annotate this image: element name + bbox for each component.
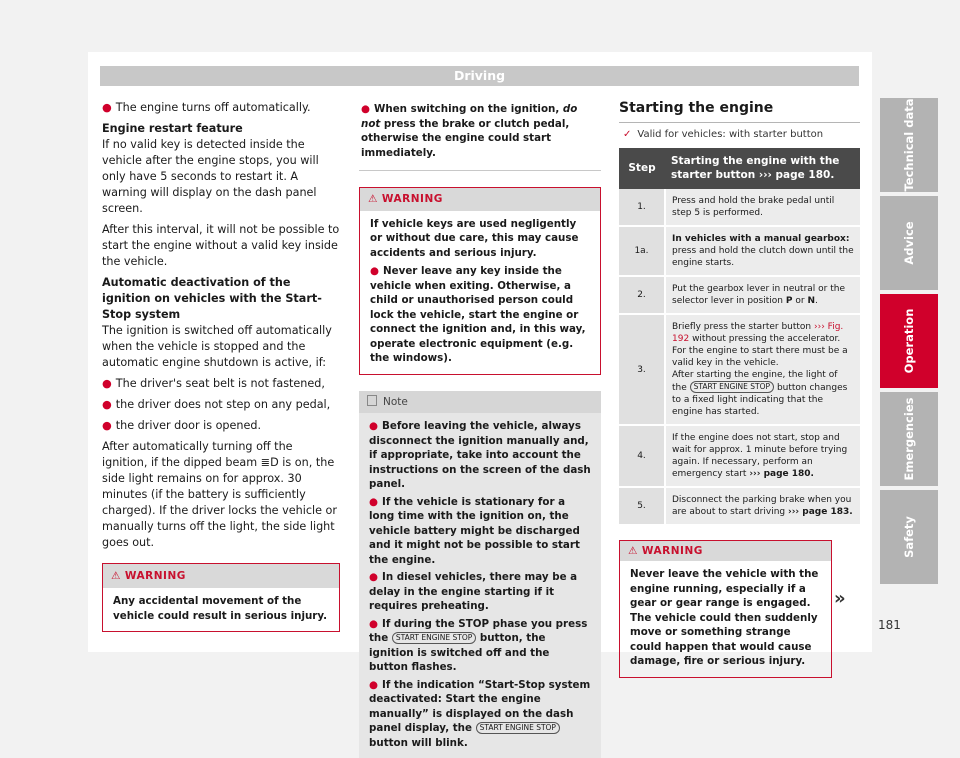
steps-table [619,148,860,526]
paragraph-final: After automatically turning off the ignition, if the dipped beam ≣D is on, the side light remains on for approx. 30 minutes (if the battery is sufficiently charged). If the driver locks the vehicle or manually turns off the light, the side light goes out. [102,439,340,551]
note-icon [367,395,377,406]
warning-text: Never leave the vehicle with the engine running, especially if a gear or gear range is engaged. The vehicle could then suddenly move or something strange could happen that would cause damage, fire or serious injury. [620,561,831,677]
section-title: Starting the engine [619,100,860,123]
table-row: 2. Put the gearbox lever in neutral or the selector lever in position P or N. [619,276,860,314]
bullet-icon: ● [370,265,379,277]
table-header-row [619,148,860,189]
start-engine-stop-label: START ENGINE STOP [392,632,476,644]
page-header: Driving [100,66,859,86]
warning-box [359,187,601,375]
heading-auto-deactivation: Automatic deactivation of the ignition on vehicles with the Start-Stop system [102,275,340,323]
checkmark-icon: ✓ [623,129,631,140]
column-left [102,100,340,632]
tab-operation[interactable]: Operation [880,294,938,388]
table-row: 5. Disconnect the parking brake when you are about to start driving ››› page 183. [619,487,860,525]
warning-header: ⚠ WARNING [360,188,600,211]
table-row: 1. Press and hold the brake pedal until step 5 is performed. [619,189,860,226]
heading-restart: Engine restart feature [102,121,340,137]
validity-note: ✓ Valid for vehicles: with starter button [619,123,860,148]
bullet-icon: ● [102,398,112,411]
chapter-tabs [880,98,938,588]
page-link[interactable]: ››› page 180. [759,169,834,181]
bullet-icon: ● [369,420,378,432]
page-link[interactable]: ››› page 180. [749,469,814,479]
list-item: ● the driver does not step on any pedal, [102,397,340,413]
table-header-step: Step [619,148,665,189]
bullet-engine-off: ● The engine turns off automatically. [102,100,340,116]
paragraph-after: After this interval, it will not be possible to start the engine without a valid key inside the vehicle. [102,222,340,270]
dipped-beam-icon: ≣D [261,456,279,469]
bullet-icon: ● [369,679,378,691]
bullet-icon: ● [102,101,112,114]
start-engine-stop-label: START ENGINE STOP [690,381,774,393]
tab-emergencies[interactable]: Emergencies [880,392,938,486]
column-middle [359,100,601,758]
paragraph-auto: The ignition is switched off automatically when the vehicle is stopped and the automatic engine shutdown is active, if: [102,323,340,371]
table-row: 4. If the engine does not start, stop and wait for approx. 1 minute before trying again. If necessary, perform an emergency start ››› page 180. [619,425,860,487]
note-box [359,391,601,758]
start-engine-stop-label: START ENGINE STOP [476,722,560,734]
list-item: ● The driver's seat belt is not fastened, [102,376,340,392]
warning-text: If vehicle keys are used negligently or without due care, this may cause accidents and serious injury. ● Never leave any key inside the vehicle when exiting. Otherwise, a child or unauthorised person could lock the vehicle, start the engine or connect the ignition and, in this way, operate electronic equipment (e.g. the windows). [360,211,600,374]
warning-triangle-icon: ⚠ [111,568,121,584]
table-row: 1a. In vehicles with a manual gearbox: press and hold the clutch down until the engine starts. [619,226,860,276]
warning-header: ⚠ WARNING [103,564,339,588]
figure-link[interactable]: ››› Fig. 192 [672,322,843,344]
warning-box [619,540,832,678]
warning-triangle-icon: ⚠ [368,192,378,207]
bullet-icon: ● [102,377,112,390]
table-header-desc: Starting the engine with the starter button ››› page 180. [665,148,860,189]
paragraph-restart: If no valid key is detected inside the vehicle after the engine stops, you will only have 5 seconds to restart it. A warning will display on the dash panel screen. [102,137,340,217]
column-right [619,100,860,678]
continue-arrow-icon: » [834,588,846,609]
bullet-icon: ● [369,618,378,630]
table-row: 3. Briefly press the starter button ››› Fig. 192 without pressing the accelerator. For the engine to start there must be a valid key in the vehicle. After starting the engine, the light of the START ENGINE STOP button changes to a fixed light indicating that the engine has started. [619,314,860,425]
warning-triangle-icon: ⚠ [628,545,638,557]
tab-safety[interactable]: Safety [880,490,938,584]
bullet-icon: ● [369,571,378,583]
warning-box [102,563,340,632]
bullet-icon: ● [369,496,378,508]
list-item: ● the driver door is opened. [102,418,340,434]
warning-header: ⚠ WARNING [620,541,831,561]
note-text: ● Before leaving the vehicle, always disconnect the ignition manually and, if appropriate, take into account the instructions on the screen of the dash panel. ● If the vehicle is stationary for a long time with the ignition on, the vehicle battery might be discharged and it might not be possible to start the engine. ● In diesel vehicles, there may be a delay in the engine starting if it requires preheating. ● If during the STOP phase you press the START ENGINE STOP button, the ignition is switched off and the button flashes. ● If the indication “Start-Stop system deactivated: Start the engine manually” is displayed on the dash panel display, the START ENGINE STOP button will blink. [359,413,601,758]
page-link[interactable]: ››› page 183. [788,507,853,517]
bullet-icon: ● [361,103,370,115]
tab-advice[interactable]: Advice [880,196,938,290]
warning-text: Any accidental movement of the vehicle could result in serious injury. [103,588,339,631]
bullet-icon: ● [102,419,112,432]
intro-note: ● When switching on the ignition, do not press the brake or clutch pedal, otherwise the engine could start immediately. [359,100,601,171]
note-header: Note [359,391,601,414]
page-number: 181 [878,618,901,632]
tab-technical-data[interactable]: Technical data [880,98,938,192]
